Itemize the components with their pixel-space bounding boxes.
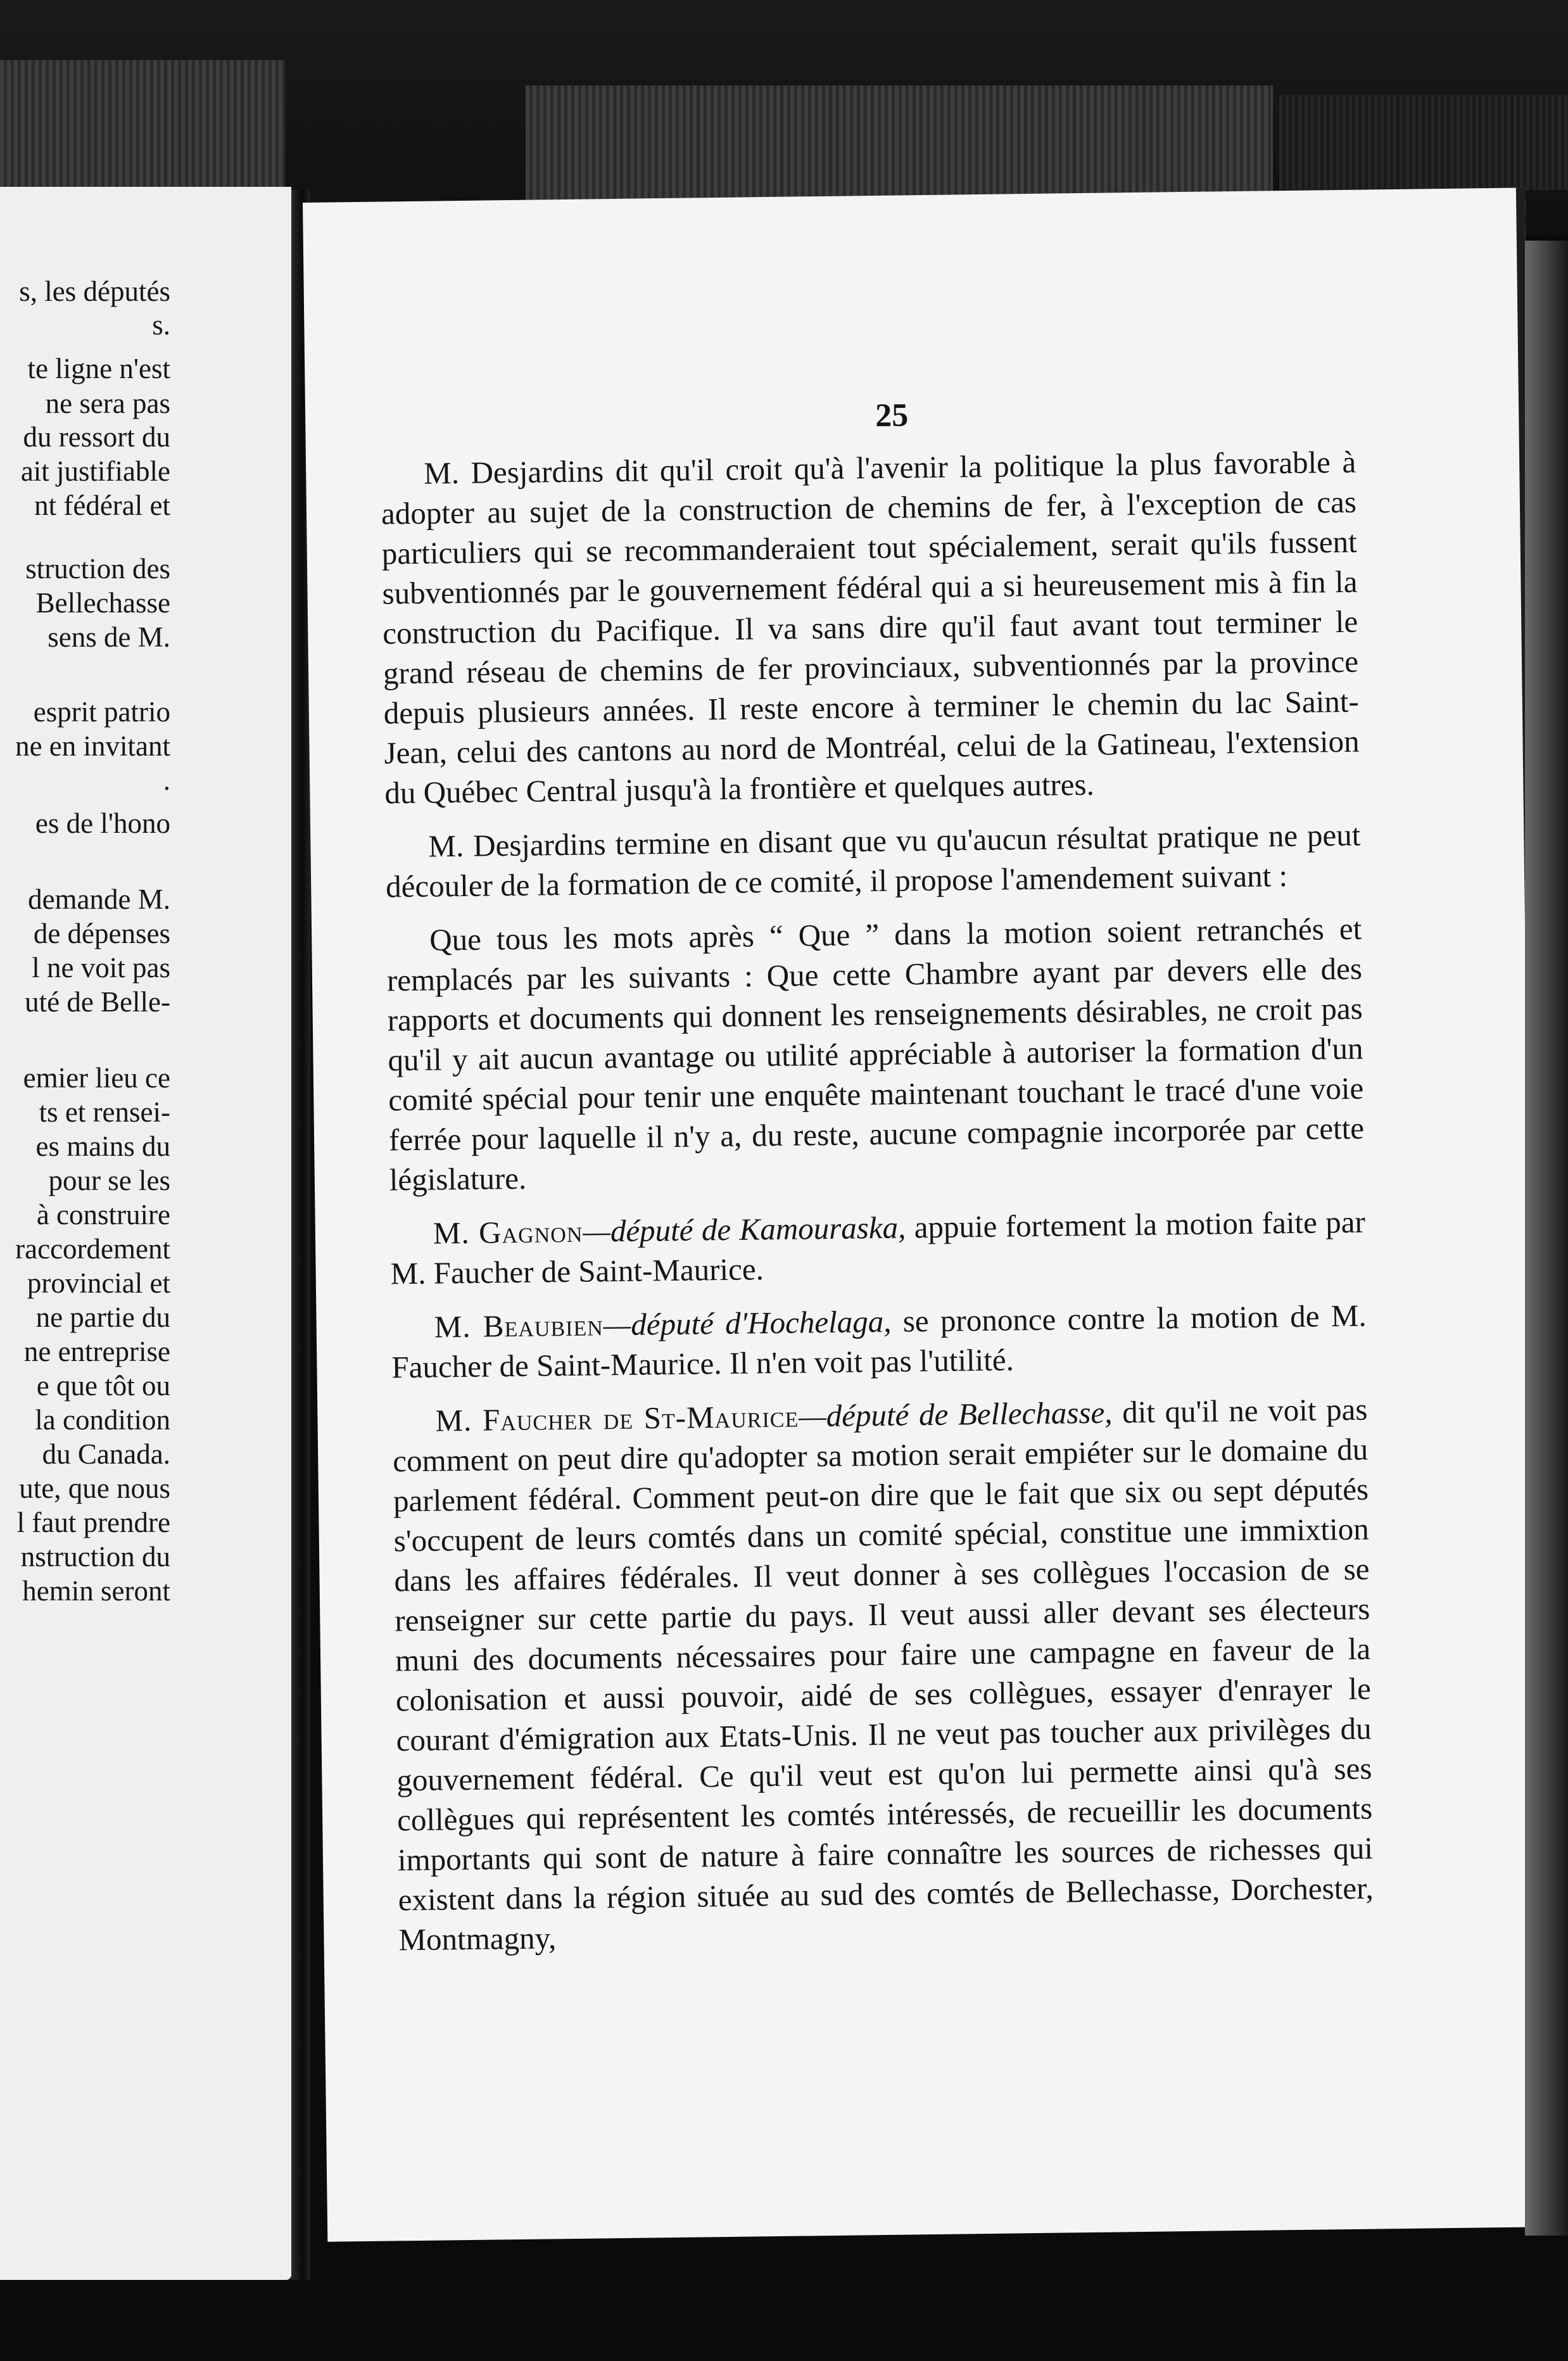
paragraph-amendment-text: Que tous les mots après “ Que ” dans la motion soient retranchés et remplacés par les suivants : Que cette Chambre ayant par devers elle des rapports et documents qui donnent les renseignements désirables, ne croit pas qu'il y ait aucun avantage ou utilité appréciable à autoriser la formation d'un comité spécial pour tenir une enquête maintenant touchant le tracé d'une voie ferrée pour laquelle il n'y a, du reste, aucune compagnie incorporée par cette législature. [386,911,1365,1198]
speaker-riding: —député de Bellechasse, [798,1395,1113,1434]
paragraph-desjardins-opinion: M. Desjardins dit qu'il croit qu'à l'avenir la politique la plus favorable à adopter au sujet de la construction de chemins de fer, à l'exception de cas particuliers qui se recommanderaient tout spécialement, serait qu'ils fussent subventionnés par le gouvernement fédéral qui a si heureusement mis à fin la construction du Pacifique. Il va sans dire qu'il faut avant tout terminer le grand réseau de chemins de fer provinciaux, subventionnés par la province depuis plusieurs années. Il reste encore à terminer le chemin du lac Saint-Jean, celui des cantons au nord de Montréal, celui de la Gatineau, l'extension du Québec Central jusqu'à la frontière et quelques autres. [381,444,1360,811]
speaker-statement: se prononce contre la motion de M. Faucher de Saint-Maurice. Il n'en voit pas l'utilité. [391,1298,1367,1385]
speaker-riding: —député de Kamouraska, [582,1210,906,1249]
speaker-riding: —député d'Hochelaga, [603,1303,892,1343]
left-page-line: ute, que nous [19,1472,170,1504]
left-page-line: sens de M. [47,621,170,653]
speaker-statement: dit qu'il ne voit pas comment on peut dire qu'adopter sa motion serait empiéter sur le domaine du parlement fédéral. Comment peut-on dire que le fait que six ou sept députés s'occupent de leurs comtés dans un comité spécial, constitue une immixtion dans les affaires fédérales. Il veut donner à ses collègues l'occasion de se renseigner sur cette partie du pays. Il veut aussi aller devant ses électeurs muni des documents nécessaires pour faire une campagne en faveur de la colonisation et aussi pouvoir, aidé de ses collègues, essayer d'enrayer le courant d'émigration aux Etats-Unis. Il ne veut pas toucher aux privilèges du gouvernement fédéral. Ce qu'il veut est qu'on lui permette ainsi qu'à ses collègues qui représentent les comtés intéressés, de recueillir les documents importants qui sont de nature à faire connaître les sources de richesses qui existent dans la région située au sud des comtés de Bellechasse, Dorchester, Montmagny, [392,1391,1374,1958]
left-page-line: à construire [36,1199,170,1231]
speaker-name: M. Beaubien [434,1307,604,1345]
left-page-line: emier lieu ce [23,1062,170,1094]
paragraph-faucher [392,1389,1374,1960]
left-page-line: du Canada. [42,1438,170,1470]
left-page-line: raccordement [15,1233,170,1265]
left-page-line: ne entreprise [23,1336,170,1367]
body-text [381,442,1374,1960]
left-page-line: struction des [25,553,170,585]
binding-cloth-right [1279,95,1568,190]
page-number: 25 [875,397,909,434]
speaker-name: M. Gagnon [433,1213,583,1251]
left-page-line: nstruction du [20,1541,170,1573]
left-page-line: te ligne n'est [27,353,170,384]
page-stack-edge [1525,241,1568,2236]
left-page-line: pour se les [48,1165,170,1196]
left-page-line: es de l'hono [35,807,170,839]
left-page-line: ne en invitant [15,730,170,762]
paragraph-beaubien [391,1296,1367,1388]
left-page-line: uté de Belle- [25,986,170,1018]
left-page-line: es mains du [35,1130,170,1162]
left-page-line: s, les députés [19,275,170,307]
left-page-line: e que tôt ou [36,1370,170,1402]
speaker-name: M. Faucher de St-Maurice [435,1398,799,1438]
speaker-statement: appuie fortement la motion faite par M. Faucher de Saint-Maurice. [390,1204,1366,1291]
left-page-line: esprit patrio [33,696,170,728]
left-page-line: Bellechasse [35,587,170,619]
left-page-line: provincial et [27,1267,170,1299]
page-right [303,187,1550,2241]
facing-page-left [0,187,291,2280]
left-page-line: l faut prendre [16,1507,170,1538]
left-page-line: ait justifiable [20,455,170,487]
binding-cloth-center [526,85,1273,206]
left-page-line: s. [152,309,170,341]
left-page-line: hemin seront [22,1575,170,1607]
left-page-line: nt fédéral et [34,490,170,521]
left-page-line: la condition [35,1404,170,1436]
left-page-line: demande M. [28,883,170,915]
paragraph-desjardins-amendment-intro: M. Desjardins termine en disant que vu qu'aucun résultat pratique ne peut découler de la formation de ce comité, il propose l'amendement suivant : [385,817,1361,904]
paragraph-gagnon [390,1202,1366,1294]
left-page-line: ne partie du [35,1301,170,1333]
left-page-line: ts et rensei- [39,1096,170,1128]
left-page-line: . [163,764,170,796]
left-page-line: du ressort du [23,421,170,453]
left-page-line: ne sera pas [45,388,170,419]
left-page-line: l ne voit pas [32,952,170,984]
left-page-line: de dépenses [33,918,170,949]
